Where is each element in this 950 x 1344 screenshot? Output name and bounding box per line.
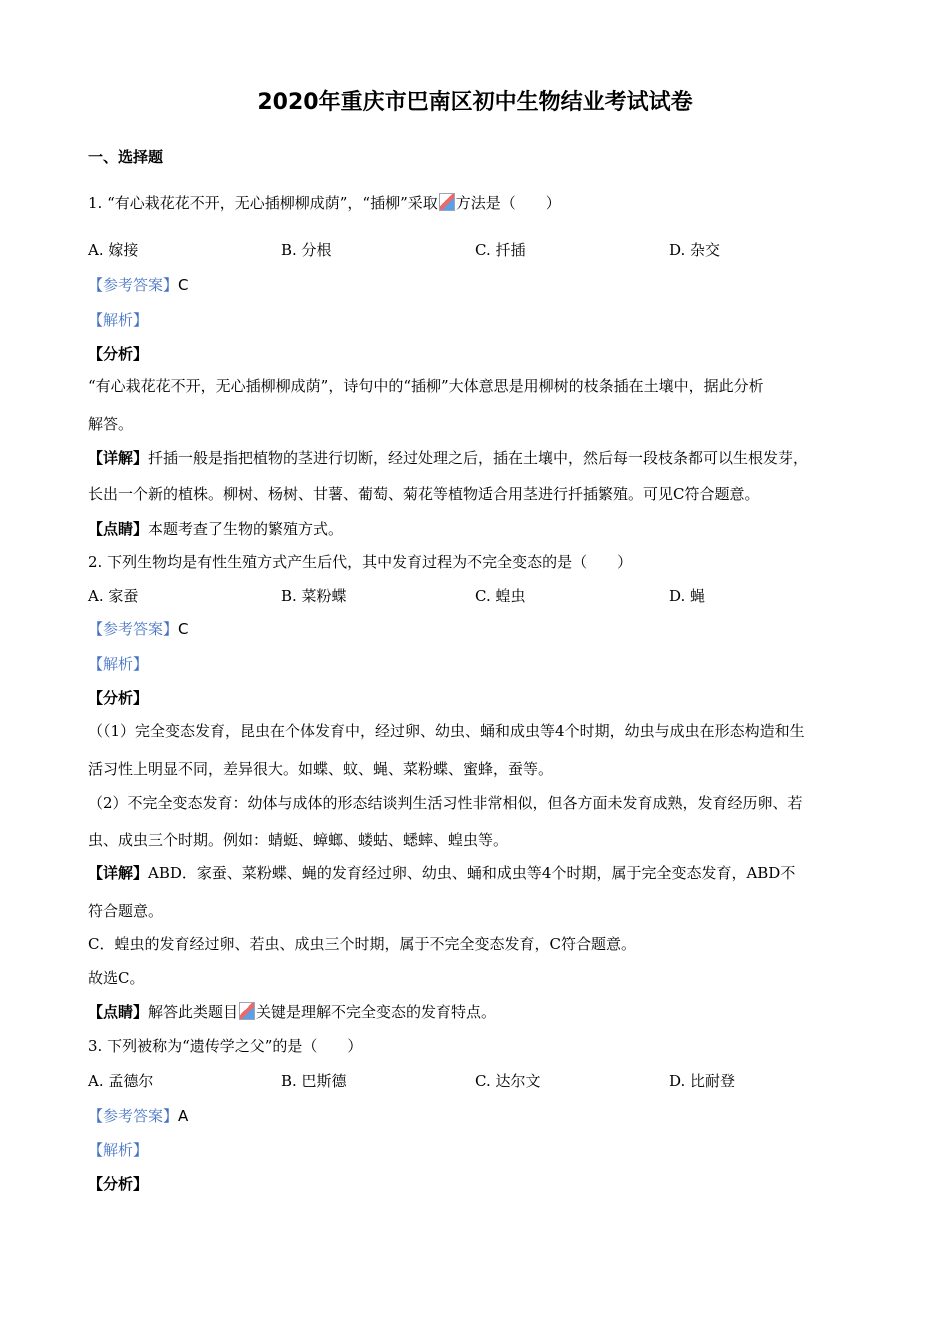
q1-answer — [88, 274, 868, 296]
answer-value: C — [178, 620, 189, 638]
broken-image-icon — [239, 1002, 255, 1020]
q2-point — [88, 1001, 868, 1023]
q2-option-c: C. 蝗虫 — [475, 587, 526, 605]
q3-option-d: D. 比耐登 — [669, 1072, 736, 1090]
detail-text: ABD．家蚕、菜粉蝶、蝇的发育经过卵、幼虫、蛹和成虫等4个时期，属于完全变态发育，ABD不 — [148, 864, 796, 882]
point-text-b: 关键是理解不完全变态的发育特点。 — [256, 1003, 497, 1021]
broken-image-icon — [439, 193, 455, 211]
q1-detail-line-1 — [88, 447, 868, 469]
q2-answer — [88, 618, 868, 640]
q2-detail-line-4: 故选C。 — [88, 969, 145, 987]
q2-detail-line-3: C．蝗虫的发育经过卵、若虫、成虫三个时期，属于不完全变态发育，C符合题意。 — [88, 935, 636, 953]
q1-stem — [88, 192, 868, 214]
q3-answer — [88, 1105, 868, 1127]
point-text-a: 解答此类题目 — [148, 1003, 239, 1021]
q1-point — [88, 518, 868, 540]
section-heading: 一、选择题 — [88, 148, 164, 166]
detail-text: 扦插一般是指把植物的茎进行切断，经过处理之后，插在土壤中，然后每一段枝条都可以生根发芽， — [148, 449, 809, 467]
q2-detail-line-2: 符合题意。 — [88, 902, 164, 920]
q3-jiexi-label: 【解析】 — [88, 1141, 149, 1159]
q3-fenxi-label: 【分析】 — [88, 1175, 149, 1193]
q1-jiexi-label: 【解析】 — [88, 311, 149, 329]
q1-option-c: C. 扦插 — [475, 241, 526, 259]
answer-value: C — [178, 276, 189, 294]
q3-option-a: A. 孟德尔 — [88, 1072, 154, 1090]
answer-label: 【参考答案】 — [88, 620, 179, 638]
answer-label: 【参考答案】 — [88, 276, 179, 294]
q3-option-c: C. 达尔文 — [475, 1072, 541, 1090]
q2-option-b: B. 菜粉蝶 — [281, 587, 347, 605]
q2-option-a: A. 家蚕 — [88, 587, 139, 605]
page-title: 2020年重庆市巴南区初中生物结业考试试卷 — [257, 90, 693, 115]
answer-value: A — [178, 1107, 189, 1125]
q2-jiexi-label: 【解析】 — [88, 655, 149, 673]
point-label: 【点睛】 — [88, 1003, 149, 1021]
point-label: 【点睛】 — [88, 520, 149, 538]
detail-label: 【详解】 — [88, 449, 149, 467]
q1-analysis-line-2: 解答。 — [88, 415, 134, 433]
q1-fenxi-label: 【分析】 — [88, 345, 149, 363]
q3-option-b: B. 巴斯德 — [281, 1072, 347, 1090]
q1-option-a: A. 嫁接 — [88, 241, 139, 259]
q1-analysis-line-1: “有心栽花花不开，无心插柳柳成荫”，诗句中的“插柳”大体意思是用柳树的枝条插在土壤中，据此分析 — [88, 377, 764, 395]
q2-fenxi-label: 【分析】 — [88, 689, 149, 707]
q1-option-d: D. 杂交 — [669, 241, 721, 259]
q1-stem-part-b: 方法是（ ） — [455, 194, 561, 212]
point-text: 本题考查了生物的繁殖方式。 — [148, 520, 344, 538]
answer-label: 【参考答案】 — [88, 1107, 179, 1125]
q2-detail-line-1 — [88, 862, 868, 884]
detail-label: 【详解】 — [88, 864, 149, 882]
q2-analysis-line-1: （（1）完全变态发育，昆虫在个体发育中，经过卵、幼虫、蛹和成虫等4个时期，幼虫与成虫在形态构造和生 — [88, 722, 805, 740]
q3-stem: 3. 下列被称为“遗传学之父”的是（ ） — [88, 1037, 363, 1055]
q2-stem: 2. 下列生物均是有性生殖方式产生后代，其中发育过程为不完全变态的是（ ） — [88, 553, 633, 571]
q1-stem-part-a: 1. “有心栽花花不开，无心插柳柳成荫”，“插柳”采取 — [88, 194, 438, 212]
q1-option-b: B. 分根 — [281, 241, 332, 259]
q2-analysis-line-2: 活习性上明显不同，差异很大。如蝶、蚊、蝇、菜粉蝶、蜜蜂，蚕等。 — [88, 760, 554, 778]
q2-option-d: D. 蝇 — [669, 587, 706, 605]
q2-analysis-line-4: 虫、成虫三个时期。例如：蜻蜓、蟑螂、蝼蛄、蟋蟀、蝗虫等。 — [88, 831, 509, 849]
q1-detail-line-2: 长出一个新的植株。柳树、杨树、甘薯、葡萄、菊花等植物适合用茎进行扦插繁殖。可见C符合题意。 — [88, 485, 760, 503]
q2-analysis-line-3: （2）不完全变态发育：幼体与成体的形态结谈判生活习性非常相似，但各方面未发育成熟，发育经历卵、若 — [88, 794, 803, 812]
